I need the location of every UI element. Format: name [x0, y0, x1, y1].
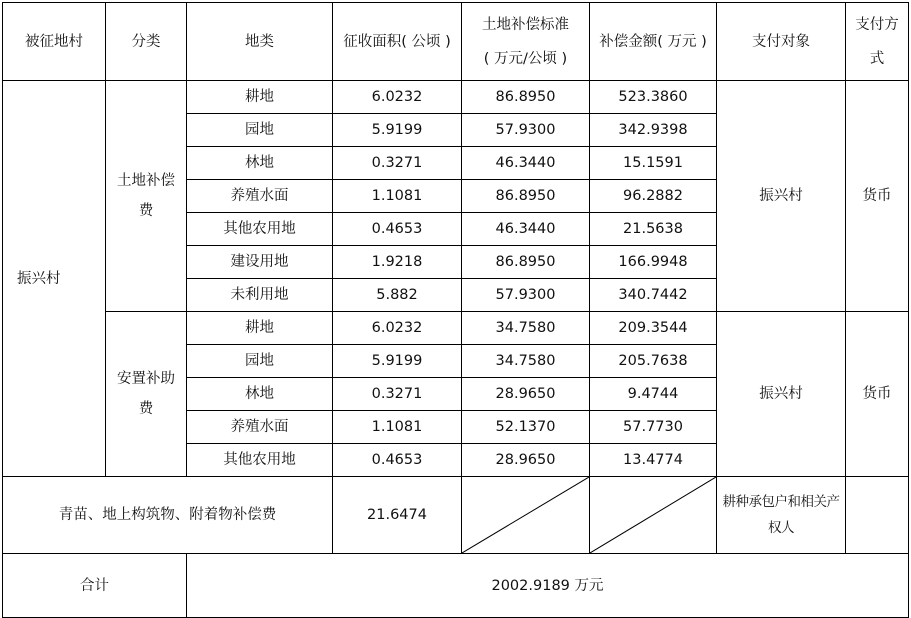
amount-cell: 340.7442 — [590, 279, 717, 312]
crops-payee-line2: 权人 — [768, 520, 794, 536]
area-cell: 1.1081 — [333, 411, 462, 444]
standard-cell: 86.8950 — [462, 246, 590, 279]
area-cell: 5.9199 — [333, 114, 462, 147]
standard-cell: 28.9650 — [462, 444, 590, 477]
amount-cell: 9.4744 — [590, 378, 717, 411]
land-type-cell: 园地 — [187, 114, 333, 147]
village-cell: 振兴村 — [3, 81, 106, 477]
land-type-cell: 养殖水面 — [187, 411, 333, 444]
header-row — [3, 3, 909, 81]
payee-cell: 振兴村 — [717, 81, 846, 312]
total-label: 合计 — [3, 554, 187, 618]
area-cell: 5.882 — [333, 279, 462, 312]
header-standard-line2: ( 万元/公顷 ) — [483, 50, 568, 67]
amount-cell: 209.3544 — [590, 312, 717, 345]
method-cell: 货币 — [846, 81, 909, 312]
crops-amount-empty — [590, 477, 717, 554]
crops-standard-empty — [462, 477, 590, 554]
amount-cell: 96.2882 — [590, 180, 717, 213]
diagonal-line-icon — [590, 477, 716, 553]
land-type-cell: 养殖水面 — [187, 180, 333, 213]
land-type-cell: 林地 — [187, 378, 333, 411]
header-method-line2: 式 — [869, 50, 885, 67]
header-area: 征收面积( 公顷 ) — [333, 3, 462, 81]
standard-cell: 57.9300 — [462, 279, 590, 312]
header-category: 分类 — [106, 3, 187, 81]
crops-area: 21.6474 — [333, 477, 462, 554]
category-cell — [106, 81, 187, 312]
header-method — [846, 3, 909, 81]
total-value: 2002.9189 万元 — [187, 554, 909, 618]
diagonal-line-icon — [462, 477, 589, 553]
area-cell: 0.3271 — [333, 147, 462, 180]
payee-cell: 振兴村 — [717, 312, 846, 477]
standard-cell: 57.9300 — [462, 114, 590, 147]
table-row — [3, 81, 909, 114]
area-cell: 0.4653 — [333, 213, 462, 246]
standard-cell: 34.7580 — [462, 345, 590, 378]
standard-cell: 34.7580 — [462, 312, 590, 345]
land-type-cell: 林地 — [187, 147, 333, 180]
header-amount: 补偿金额( 万元 ) — [590, 3, 717, 81]
land-type-cell: 建设用地 — [187, 246, 333, 279]
land-type-cell: 耕地 — [187, 312, 333, 345]
standard-cell: 28.9650 — [462, 378, 590, 411]
area-cell: 0.3271 — [333, 378, 462, 411]
header-land-type: 地类 — [187, 3, 333, 81]
header-village: 被征地村 — [3, 3, 106, 81]
compensation-table — [2, 2, 909, 618]
crops-row — [3, 477, 909, 554]
amount-cell: 166.9948 — [590, 246, 717, 279]
category-line1: 土地补偿 — [117, 173, 175, 189]
standard-cell: 86.8950 — [462, 81, 590, 114]
crops-payee — [717, 477, 846, 554]
amount-cell: 13.4774 — [590, 444, 717, 477]
land-type-cell: 耕地 — [187, 81, 333, 114]
standard-cell: 86.8950 — [462, 180, 590, 213]
total-row — [3, 554, 909, 618]
header-payee: 支付对象 — [717, 3, 846, 81]
area-cell: 5.9199 — [333, 345, 462, 378]
land-type-cell: 其他农用地 — [187, 213, 333, 246]
area-cell: 6.0232 — [333, 312, 462, 345]
header-method-line1: 支付方 — [855, 16, 899, 33]
table-row — [3, 312, 909, 345]
area-cell: 6.0232 — [333, 81, 462, 114]
standard-cell: 52.1370 — [462, 411, 590, 444]
amount-cell: 523.3860 — [590, 81, 717, 114]
header-standard — [462, 3, 590, 81]
land-type-cell: 未利用地 — [187, 279, 333, 312]
land-type-cell: 园地 — [187, 345, 333, 378]
header-standard-line1: 土地补偿标准 — [482, 16, 569, 33]
category-line2: 费 — [138, 401, 154, 417]
crops-label: 青苗、地上构筑物、附着物补偿费 — [3, 477, 333, 554]
standard-cell: 46.3440 — [462, 213, 590, 246]
area-cell: 1.9218 — [333, 246, 462, 279]
amount-cell: 342.9398 — [590, 114, 717, 147]
land-type-cell: 其他农用地 — [187, 444, 333, 477]
amount-cell: 15.1591 — [590, 147, 717, 180]
standard-cell: 46.3440 — [462, 147, 590, 180]
crops-method-empty — [846, 477, 909, 554]
category-line1: 安置补助 — [117, 371, 175, 387]
amount-cell: 205.7638 — [590, 345, 717, 378]
area-cell: 0.4653 — [333, 444, 462, 477]
category-cell — [106, 312, 187, 477]
method-cell: 货币 — [846, 312, 909, 477]
amount-cell: 57.7730 — [590, 411, 717, 444]
area-cell: 1.1081 — [333, 180, 462, 213]
category-line2: 费 — [138, 203, 154, 219]
amount-cell: 21.5638 — [590, 213, 717, 246]
crops-payee-line1: 耕种承包户和相关产 — [722, 494, 840, 510]
